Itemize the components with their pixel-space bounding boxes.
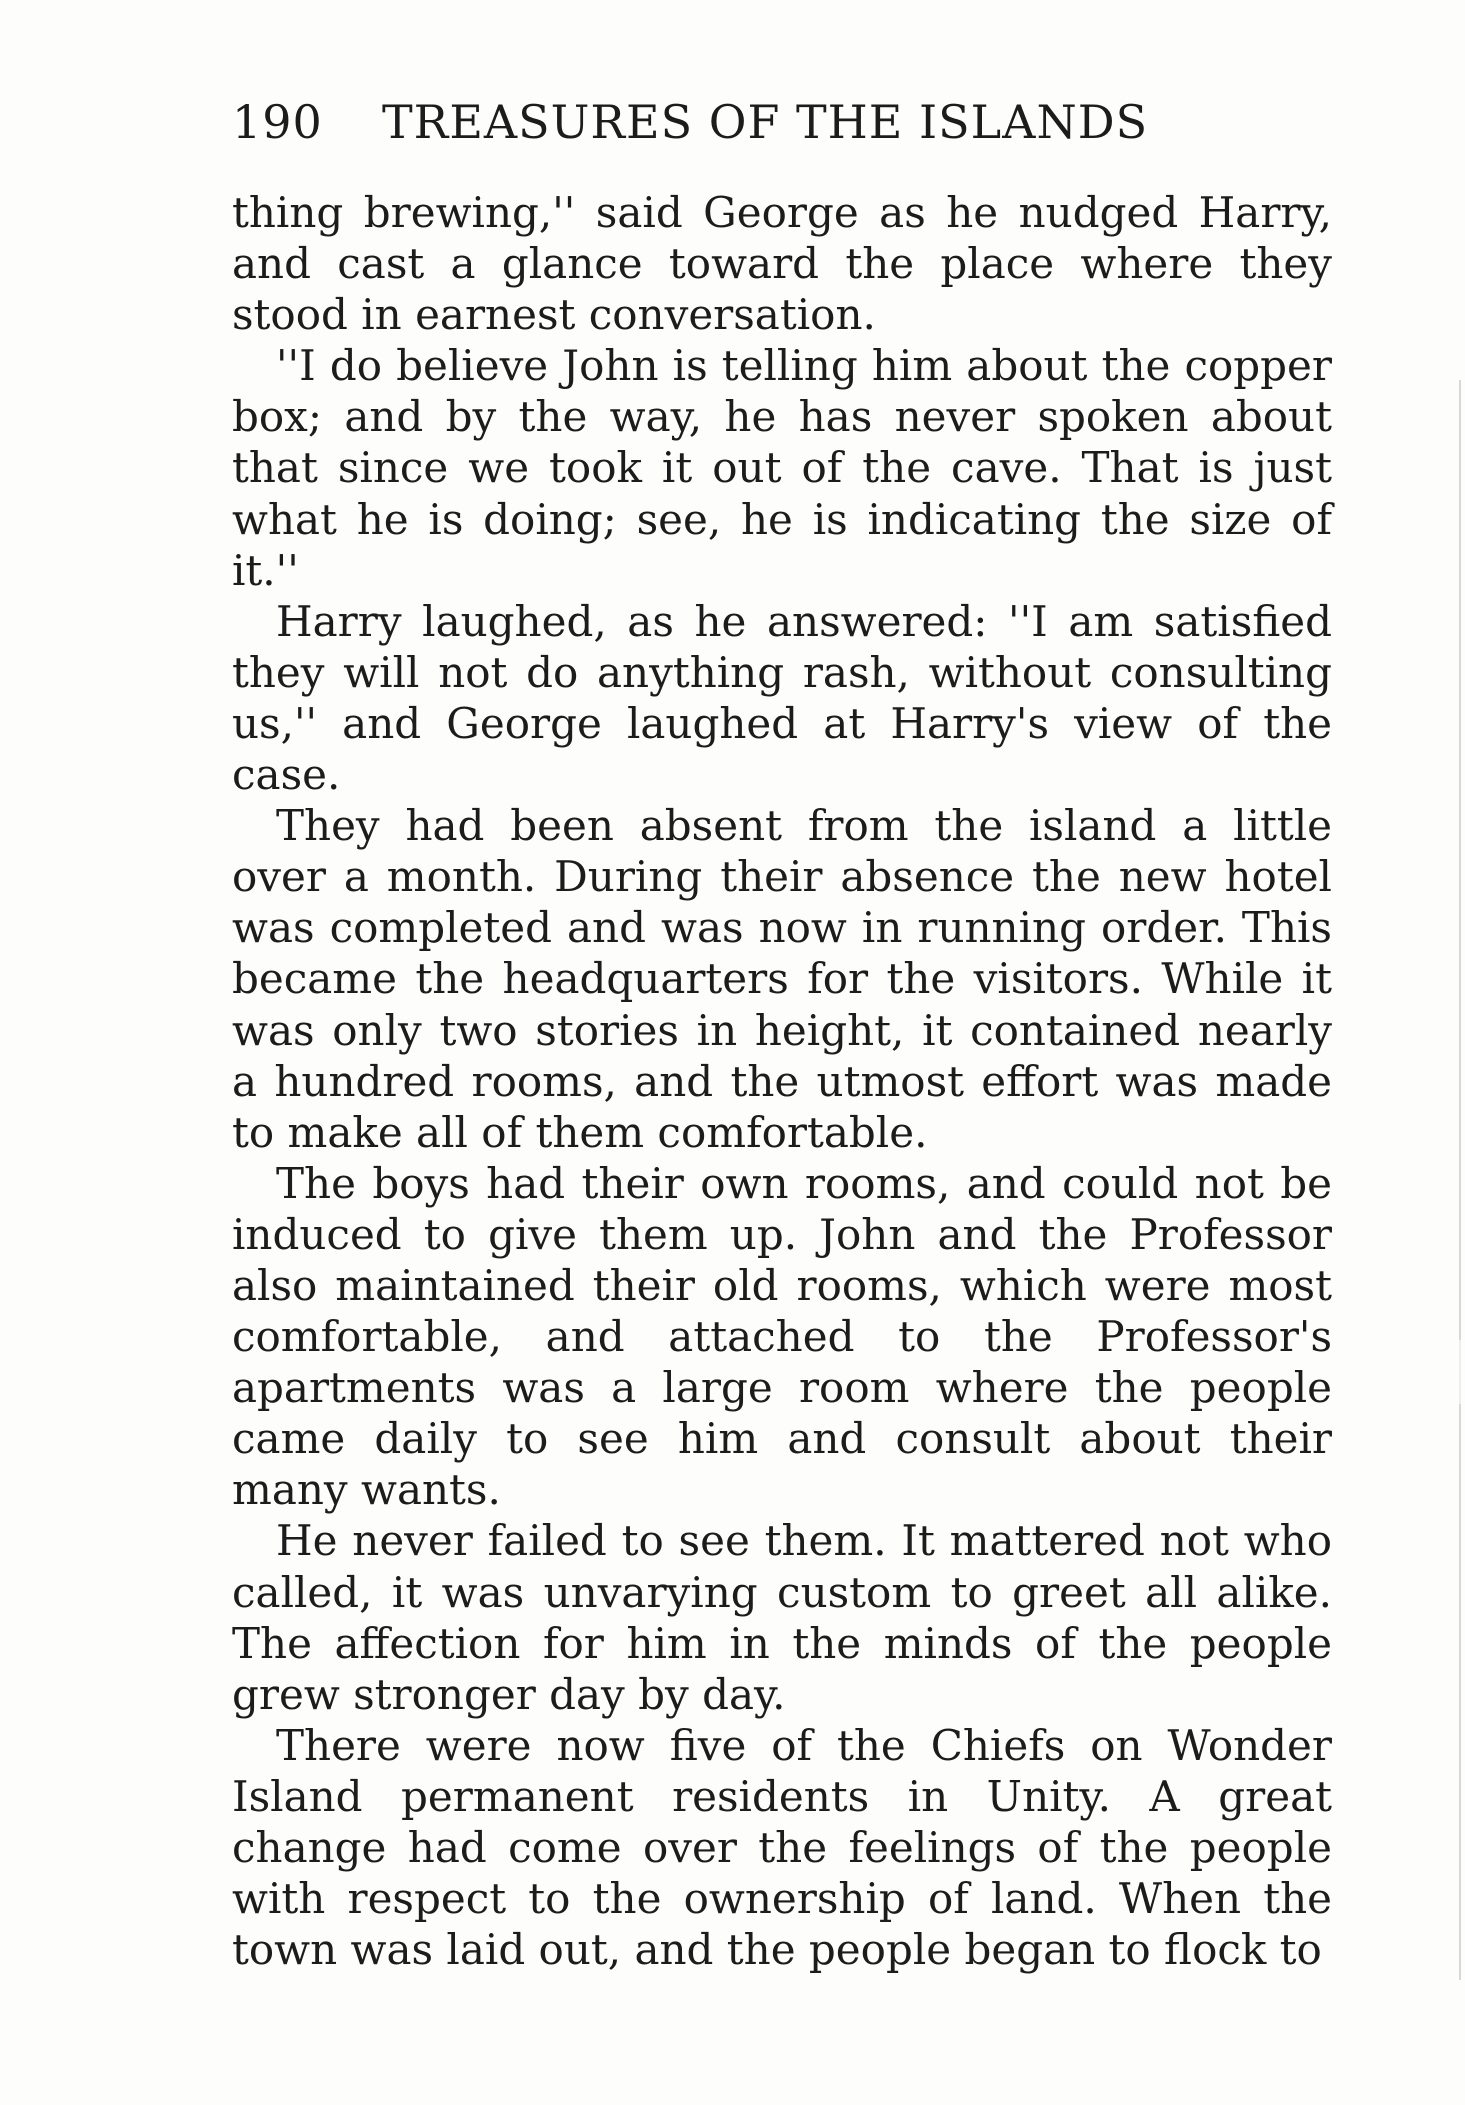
paragraph: The boys had their own rooms, and could not be induced to give them up. John and the Professor also maintained their old rooms, which were most comfortable, and attached to the Professor's apartments was a large room where the people came daily to see him and consult about their many wants. xyxy=(232,1158,1332,1515)
paragraph: There were now five of the Chiefs on Wonder Island permanent residents in Unity. A great change had come over the feelings of the people with respect to the ownership of land. When the town was laid out, and the people began to flock to xyxy=(232,1720,1332,1975)
page-number: 190 xyxy=(232,95,323,149)
paragraph: Harry laughed, as he answered: ''I am satisfied they will not do anything rash, without consulting us,'' and George laughed at Harry's view of the case. xyxy=(232,596,1332,800)
running-header xyxy=(232,92,1332,152)
paragraph: ''I do believe John is telling him about the copper box; and by the way, he has never spoken about that since we took it out of the cave. That is just what he is doing; see, he is indicating the size of it.'' xyxy=(232,341,1332,595)
paragraph-continued: thing brewing,'' said George as he nudged Harry, and cast a glance toward the place where they stood in earnest conversation. xyxy=(232,188,1332,340)
body-text xyxy=(232,187,1332,1975)
paragraph: He never failed to see them. It mattered not who called, it was unvarying custom to greet all alike. The affection for him in the minds of the people grew stronger day by day. xyxy=(232,1516,1332,1719)
page-edge-shadow xyxy=(1459,380,1461,1980)
paragraph: They had been absent from the island a little over a month. During their absence the new hotel was completed and was now in running order. This became the headquarters for the visitors. While it was only two stories in height, it contained nearly a hundred rooms, and the utmost effort was made to make all of them comfortable. xyxy=(232,801,1332,1157)
running-title: TREASURES OF THE ISLANDS xyxy=(382,95,1149,149)
